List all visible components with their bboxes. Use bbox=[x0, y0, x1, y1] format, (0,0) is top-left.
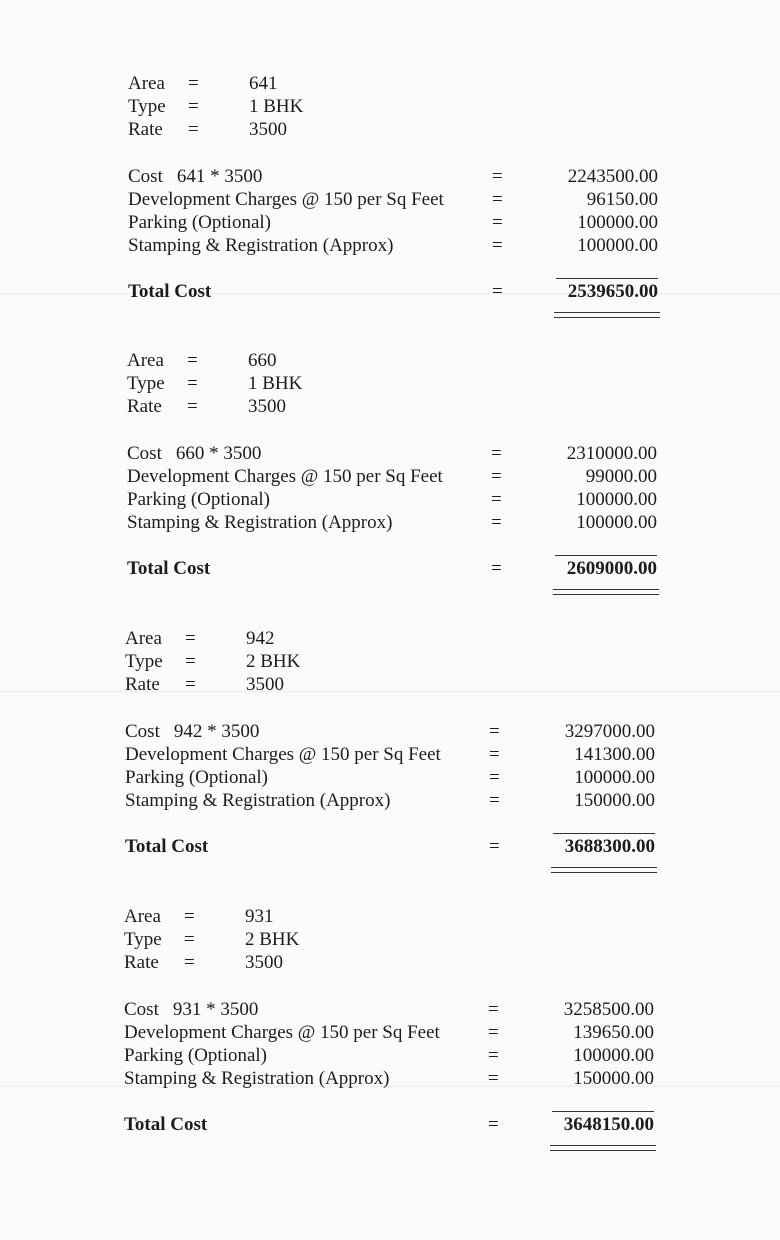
cost-line bbox=[127, 465, 657, 488]
cost-calc: 931 * 3500 bbox=[172, 999, 259, 1020]
cost-line-amount: 100000.00 bbox=[573, 1045, 654, 1066]
cost-line bbox=[124, 998, 654, 1021]
spec-value: 2 BHK bbox=[246, 651, 301, 672]
cost-line-equals: = bbox=[491, 489, 502, 510]
spec-value: 1 BHK bbox=[248, 373, 303, 394]
spec-equals: = bbox=[184, 952, 195, 973]
cost-line-amount: 141300.00 bbox=[574, 744, 655, 765]
total-label: Total Cost bbox=[127, 558, 211, 579]
cost-line-label: Cost 931 * 3500 bbox=[124, 999, 259, 1020]
cost-line-amount: 96150.00 bbox=[586, 189, 658, 210]
paper-fold bbox=[0, 690, 780, 693]
total-equals: = bbox=[492, 281, 503, 302]
spec-value: 1 BHK bbox=[249, 96, 304, 117]
cost-line-amount: 3258500.00 bbox=[563, 999, 654, 1020]
spec-label: Type bbox=[128, 96, 166, 117]
spec-value: 942 bbox=[246, 628, 275, 649]
cost-line-amount: 3297000.00 bbox=[564, 721, 655, 742]
cost-line-amount: 100000.00 bbox=[576, 512, 657, 533]
spec-equals: = bbox=[184, 906, 195, 927]
cost-line bbox=[127, 488, 657, 511]
total-double-rule bbox=[553, 589, 659, 595]
spec-label: Area bbox=[127, 350, 164, 371]
spec-equals: = bbox=[187, 396, 198, 417]
total-double-rule bbox=[554, 312, 660, 318]
spec-label: Rate bbox=[124, 952, 159, 973]
cost-line-equals: = bbox=[488, 1022, 499, 1043]
spec-value: 3500 bbox=[246, 674, 284, 695]
cost-line bbox=[125, 789, 655, 812]
cost-line-label: Cost 942 * 3500 bbox=[125, 721, 260, 742]
cost-line bbox=[128, 211, 658, 234]
spec-value: 3500 bbox=[245, 952, 283, 973]
cost-line-label: Cost 641 * 3500 bbox=[128, 166, 263, 187]
spec-label: Rate bbox=[127, 396, 162, 417]
total-equals: = bbox=[489, 836, 500, 857]
cost-line-amount: 2243500.00 bbox=[567, 166, 658, 187]
cost-line-equals: = bbox=[489, 744, 500, 765]
spec-label: Rate bbox=[125, 674, 160, 695]
spec-label: Type bbox=[125, 651, 163, 672]
cost-line-label: Parking (Optional) bbox=[128, 212, 272, 233]
spec-value: 931 bbox=[245, 906, 274, 927]
cost-line bbox=[125, 720, 655, 743]
cost-line-label: Development Charges @ 150 per Sq Feet bbox=[127, 466, 443, 487]
spec-value: 660 bbox=[248, 350, 277, 371]
cost-line-label: Stamping & Registration (Approx) bbox=[127, 512, 393, 533]
total-label: Total Cost bbox=[125, 836, 209, 857]
total-equals: = bbox=[488, 1114, 499, 1135]
cost-line-equals: = bbox=[492, 235, 503, 256]
spec-equals: = bbox=[188, 96, 199, 117]
spec-label: Area bbox=[125, 628, 162, 649]
total-amount: 3648150.00 bbox=[563, 1114, 654, 1135]
cost-line-label: Development Charges @ 150 per Sq Feet bbox=[125, 744, 441, 765]
cost-line bbox=[127, 442, 657, 465]
cost-line-label: Stamping & Registration (Approx) bbox=[128, 235, 394, 256]
spec-equals: = bbox=[185, 651, 196, 672]
cost-line-equals: = bbox=[491, 512, 502, 533]
spec-label: Rate bbox=[128, 119, 163, 140]
cost-line-equals: = bbox=[489, 790, 500, 811]
total-row bbox=[125, 834, 655, 860]
cost-calc: 942 * 3500 bbox=[173, 721, 260, 742]
cost-line-equals: = bbox=[488, 999, 499, 1020]
total-double-rule bbox=[551, 867, 657, 873]
cost-line-amount: 99000.00 bbox=[585, 466, 657, 487]
cost-line-label: Stamping & Registration (Approx) bbox=[125, 790, 391, 811]
spec-label: Area bbox=[124, 906, 161, 927]
total-label: Total Cost bbox=[124, 1114, 208, 1135]
cost-line bbox=[125, 743, 655, 766]
cost-line-amount: 100000.00 bbox=[577, 235, 658, 256]
total-amount: 3688300.00 bbox=[564, 836, 655, 857]
spec-value: 3500 bbox=[249, 119, 287, 140]
cost-line-label: Parking (Optional) bbox=[124, 1045, 268, 1066]
cost-line-equals: = bbox=[492, 212, 503, 233]
total-row bbox=[128, 279, 658, 305]
cost-line-label: Parking (Optional) bbox=[127, 489, 271, 510]
cost-line bbox=[124, 1067, 654, 1090]
cost-line-amount: 100000.00 bbox=[576, 489, 657, 510]
total-amount: 2539650.00 bbox=[567, 281, 658, 302]
cost-line-amount: 100000.00 bbox=[577, 212, 658, 233]
spec-equals: = bbox=[187, 350, 198, 371]
spec-equals: = bbox=[187, 373, 198, 394]
total-amount: 2609000.00 bbox=[566, 558, 657, 579]
cost-line-label: Cost 660 * 3500 bbox=[127, 443, 262, 464]
cost-calc: 660 * 3500 bbox=[175, 443, 262, 464]
spec-label: Type bbox=[124, 929, 162, 950]
total-double-rule bbox=[550, 1145, 656, 1151]
cost-line bbox=[124, 1044, 654, 1067]
cost-line bbox=[124, 1021, 654, 1044]
cost-line-amount: 150000.00 bbox=[573, 1068, 654, 1089]
cost-line-label: Development Charges @ 150 per Sq Feet bbox=[128, 189, 444, 210]
cost-line-equals: = bbox=[492, 166, 503, 187]
spec-label: Type bbox=[127, 373, 165, 394]
spec-value: 3500 bbox=[248, 396, 286, 417]
cost-line-label: Parking (Optional) bbox=[125, 767, 269, 788]
cost-line-amount: 139650.00 bbox=[573, 1022, 654, 1043]
total-row bbox=[124, 1112, 654, 1138]
cost-calc: 641 * 3500 bbox=[176, 166, 263, 187]
cost-line-equals: = bbox=[489, 721, 500, 742]
cost-line bbox=[128, 234, 658, 257]
cost-line-equals: = bbox=[489, 767, 500, 788]
cost-line-label: Development Charges @ 150 per Sq Feet bbox=[124, 1022, 440, 1043]
spec-value: 2 BHK bbox=[245, 929, 300, 950]
cost-line bbox=[125, 766, 655, 789]
cost-line-equals: = bbox=[488, 1068, 499, 1089]
total-equals: = bbox=[491, 558, 502, 579]
cost-line-equals: = bbox=[491, 443, 502, 464]
cost-line-amount: 100000.00 bbox=[574, 767, 655, 788]
spec-label: Area bbox=[128, 73, 165, 94]
spec-equals: = bbox=[188, 119, 199, 140]
cost-line bbox=[128, 165, 658, 188]
cost-line bbox=[128, 188, 658, 211]
spec-equals: = bbox=[185, 628, 196, 649]
cost-line-equals: = bbox=[492, 189, 503, 210]
cost-line-amount: 2310000.00 bbox=[566, 443, 657, 464]
spec-equals: = bbox=[188, 73, 199, 94]
spec-value: 641 bbox=[249, 73, 278, 94]
spec-equals: = bbox=[184, 929, 195, 950]
cost-line-equals: = bbox=[491, 466, 502, 487]
spec-equals: = bbox=[185, 674, 196, 695]
cost-line bbox=[127, 511, 657, 534]
total-row bbox=[127, 556, 657, 582]
cost-line-label: Stamping & Registration (Approx) bbox=[124, 1068, 390, 1089]
cost-line-equals: = bbox=[488, 1045, 499, 1066]
total-label: Total Cost bbox=[128, 281, 212, 302]
cost-line-amount: 150000.00 bbox=[574, 790, 655, 811]
